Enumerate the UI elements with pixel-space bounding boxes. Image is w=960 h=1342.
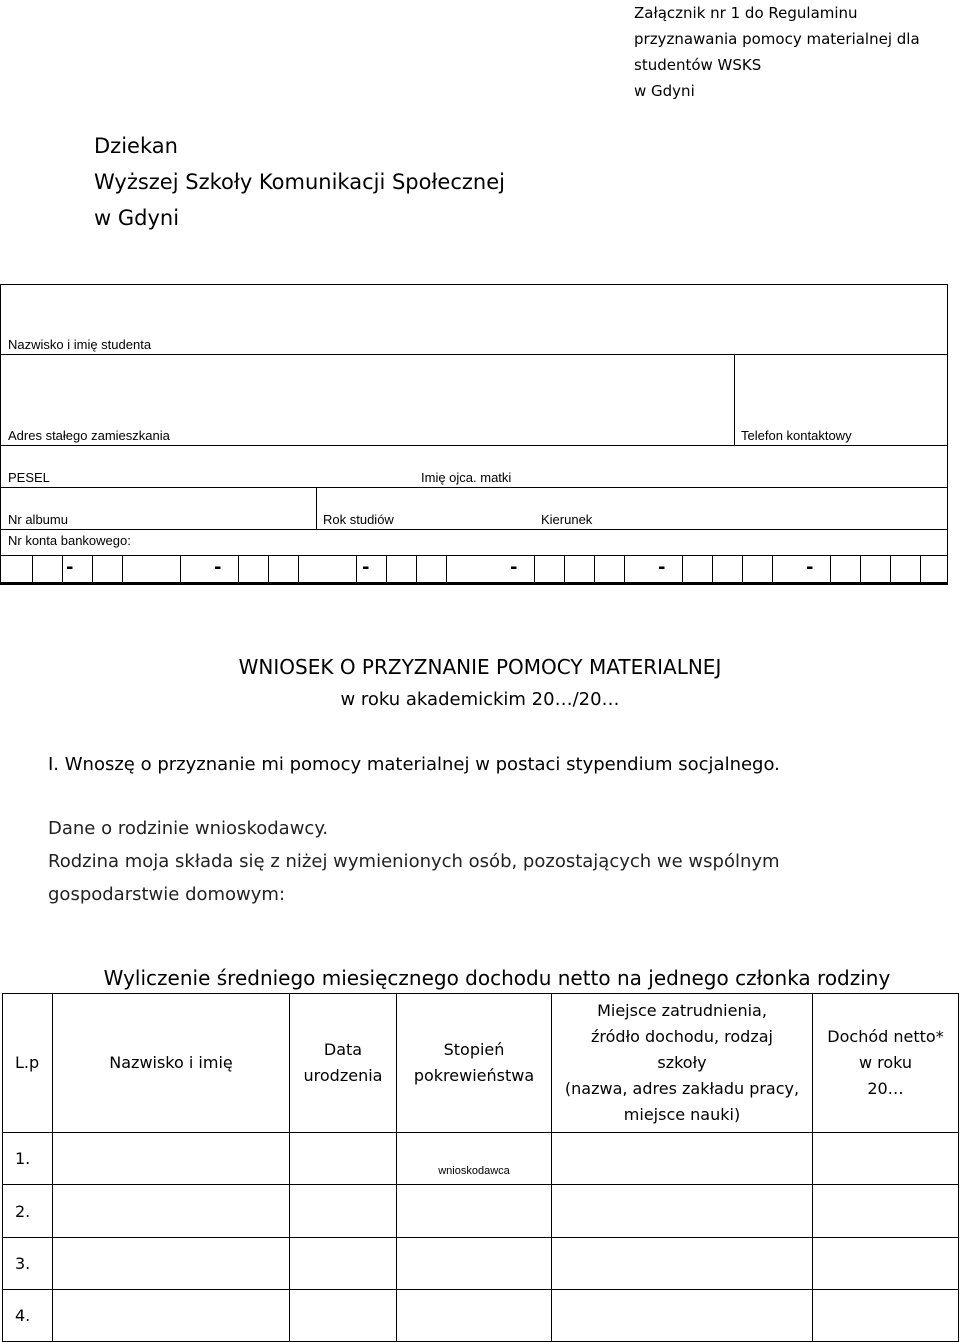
column-header-birth [290,994,397,1133]
header-line: urodzenia [303,1066,383,1085]
account-digit-box[interactable] [446,555,476,584]
family-line: Dane o rodzinie wnioskodawcy. [48,818,329,839]
header-line: Data [323,1040,363,1059]
addressee-line: w Gdyni [94,206,180,230]
account-digit-box[interactable] [122,555,152,584]
workplace-cell[interactable] [552,1133,813,1185]
workplace-cell[interactable] [552,1290,813,1342]
annex-note [634,0,920,104]
name-cell[interactable] [53,1290,290,1342]
form-divider [734,354,735,446]
form-divider [0,354,948,355]
account-digit-box[interactable] [860,555,890,584]
section-heading: I. Wnoszę o przyznanie mi pomocy materialnej w postaci stypendium socjalnego. [48,754,780,775]
row-number: 4. [3,1290,53,1342]
form-divider [0,487,948,488]
annex-line: Załącznik nr 1 do Regulaminu [634,4,858,22]
account-digit-box[interactable] [32,555,62,584]
account-digit-box[interactable] [268,555,298,584]
bank-account-label: Nr konta bankowego: [8,533,131,548]
addressee-line: Wyższej Szkoły Komunikacji Społecznej [94,170,505,194]
account-digit-box[interactable] [742,555,772,584]
addressee [94,128,505,236]
bank-account-input[interactable] [0,555,948,584]
album-number-field[interactable]: Nr albumu [8,512,68,527]
relationship-cell[interactable] [397,1290,552,1342]
student-name-field[interactable]: Nazwisko i imię studenta [8,337,152,352]
account-digit-box[interactable] [180,555,210,584]
account-separator: - [658,557,666,578]
document-subtitle: w roku akademickim 20…/20… [340,689,620,710]
row-number: 1. [3,1133,53,1185]
birth-cell[interactable] [290,1133,397,1185]
income-cell[interactable] [813,1238,959,1290]
table-header-row [3,994,959,1133]
header-line: źródło dochodu, rodzaj [591,1027,773,1046]
table-row [3,1290,959,1342]
field-of-study-field[interactable]: Kierunek [541,512,593,527]
family-line: Rodzina moja składa się z niżej wymienionych osób, pozostających we wspólnym [48,851,780,872]
header-line: Miejsce zatrudnienia, [597,1001,767,1020]
column-header-relationship [397,994,552,1133]
form-divider [0,445,948,446]
form-bottom-border [0,582,948,585]
annex-line: studentów WSKS [634,56,762,74]
account-separator: - [806,557,814,578]
row-number: 2. [3,1185,53,1238]
account-digit-box[interactable] [682,555,712,584]
account-digit-box[interactable] [712,555,742,584]
account-digit-box[interactable] [920,555,948,584]
header-line: 20… [867,1079,904,1098]
account-separator: - [510,557,518,578]
document-title: WNIOSEK O PRZYZNANIE POMOCY MATERIALNEJ [238,655,722,679]
account-digit-box[interactable] [386,555,416,584]
table-row [3,1238,959,1290]
column-header-lp: L.p [3,994,53,1133]
name-cell[interactable] [53,1133,290,1185]
column-header-workplace [552,994,813,1133]
name-cell[interactable] [53,1185,290,1238]
birth-cell[interactable] [290,1185,397,1238]
header-line: w roku [858,1053,913,1072]
account-digit-box[interactable] [890,555,920,584]
account-digit-box[interactable] [534,555,564,584]
account-digit-box[interactable] [594,555,624,584]
birth-cell[interactable] [290,1290,397,1342]
column-header-name: Nazwisko i imię [53,994,290,1133]
pesel-field[interactable]: PESEL [8,470,50,485]
address-field[interactable]: Adres stałego zamieszkania [8,428,170,443]
row-number: 3. [3,1238,53,1290]
form-divider [0,529,948,530]
account-separator: - [66,557,74,578]
annex-line: w Gdyni [634,82,695,100]
account-digit-box[interactable] [92,555,122,584]
relationship-value: wnioskodawca [438,1165,510,1177]
income-cell[interactable] [813,1290,959,1342]
family-intro [48,812,780,911]
form-divider [316,487,317,530]
header-line: pokrewieństwa [413,1066,535,1085]
table-row [3,1185,959,1238]
family-line: gospodarstwie domowym: [48,884,286,905]
header-line: Stopień [443,1040,505,1059]
account-separator: - [214,557,222,578]
account-digit-box[interactable] [356,555,386,584]
income-cell[interactable] [813,1185,959,1238]
account-digit-box[interactable] [298,555,328,584]
family-members-table [2,993,959,1342]
relationship-cell[interactable] [397,1133,552,1185]
account-digit-box[interactable] [238,555,268,584]
account-digit-box[interactable] [772,555,802,584]
account-digit-box[interactable] [416,555,446,584]
column-header-income [813,994,959,1133]
parents-names-field[interactable]: Imię ojca. matki [421,470,512,485]
income-cell[interactable] [813,1133,959,1185]
name-cell[interactable] [53,1238,290,1290]
relationship-cell[interactable] [397,1238,552,1290]
account-separator: - [362,557,370,578]
header-line: (nazwa, adres zakładu pracy, [564,1079,800,1098]
header-line: miejsce nauki) [623,1105,741,1124]
account-digit-box[interactable] [624,555,654,584]
annex-line: przyznawania pomocy materialnej dla [634,30,920,48]
income-calc-heading: Wyliczenie średniego miesięcznego dochodu netto na jednego członka rodziny [103,966,891,990]
account-digit-box[interactable] [564,555,594,584]
phone-field[interactable]: Telefon kontaktowy [741,428,852,443]
study-year-field[interactable]: Rok studiów [323,512,394,527]
workplace-cell[interactable] [552,1185,813,1238]
account-digit-box[interactable] [830,555,860,584]
workplace-cell[interactable] [552,1238,813,1290]
table-row [3,1133,959,1185]
header-line: Dochód netto* [827,1027,944,1046]
addressee-line: Dziekan [94,134,178,158]
header-line: szkoły [657,1053,707,1072]
relationship-cell[interactable] [397,1185,552,1238]
birth-cell[interactable] [290,1238,397,1290]
